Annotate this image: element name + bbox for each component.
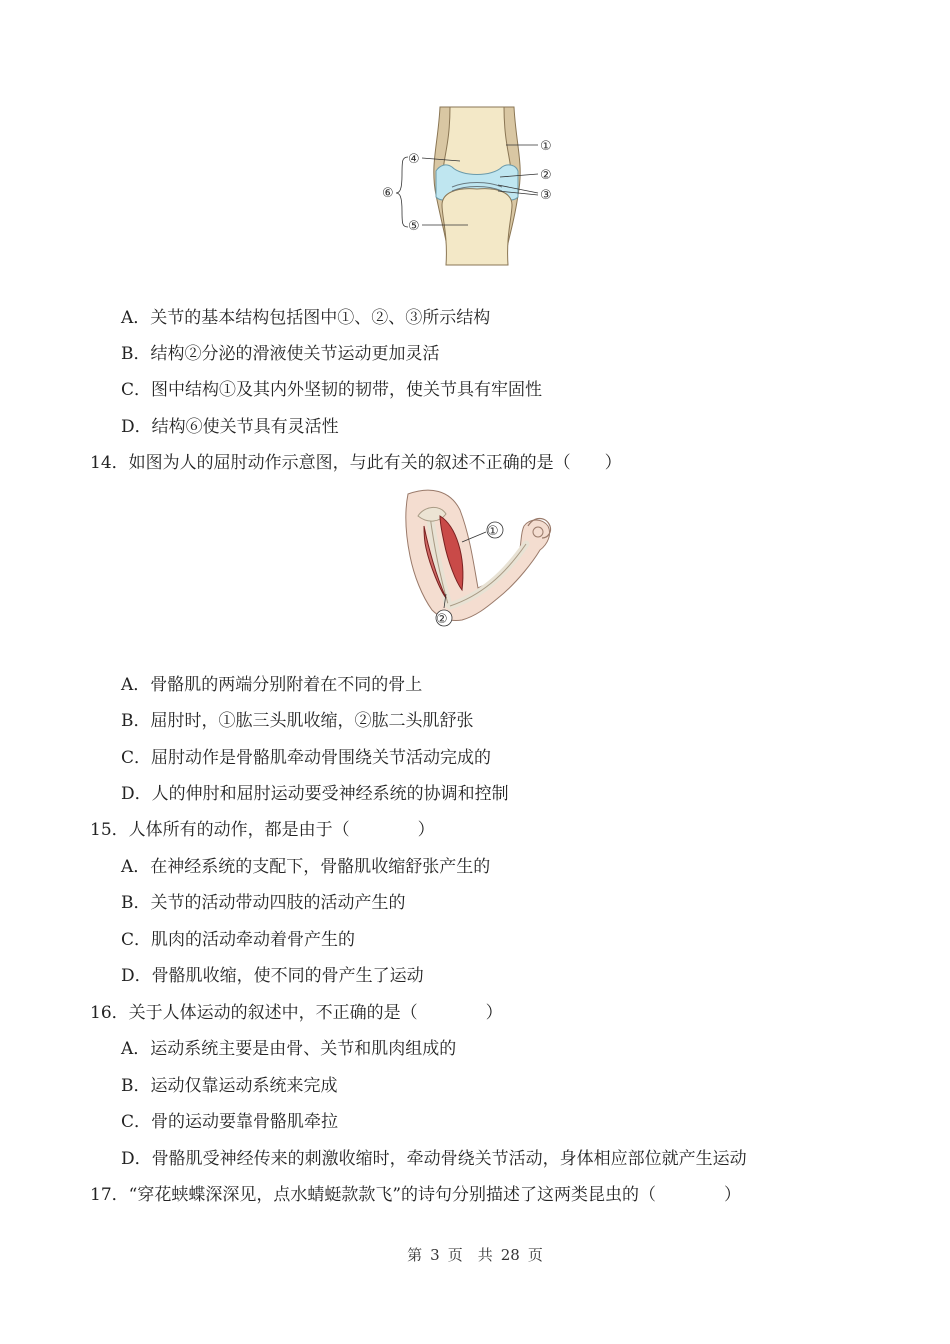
q14-option-d: D．人的伸肘和屈肘运动要受神经系统的协调和控制 bbox=[121, 784, 509, 804]
q15-stem: 15．人体所有的动作，都是由于（ ） bbox=[90, 820, 435, 840]
footer-total-pages: 28 bbox=[500, 1246, 520, 1264]
q15-option-c: C．肌肉的活动牵动着骨产生的 bbox=[121, 930, 356, 950]
lower-bone-shape bbox=[442, 189, 512, 265]
label-1: ① bbox=[540, 139, 552, 154]
footer-suffix: 页 bbox=[527, 1246, 543, 1264]
page-footer bbox=[0, 1244, 950, 1265]
label-3: ③ bbox=[540, 188, 552, 203]
label-6: ⑥ bbox=[382, 186, 394, 201]
joint-diagram bbox=[380, 105, 580, 267]
q15-option-b: B．关节的活动带动四肢的活动产生的 bbox=[121, 893, 406, 913]
q14-option-a: A．骨骼肌的两端分别附着在不同的骨上 bbox=[121, 675, 423, 695]
label-muscle-2: ② bbox=[436, 612, 448, 627]
label-5: ⑤ bbox=[408, 219, 420, 234]
q16-option-d: D．骨骼肌受神经传来的刺激收缩时，牵动骨绕关节活动，身体相应部位就产生运动 bbox=[121, 1149, 747, 1169]
q13-option-b: B．结构②分泌的滑液使关节运动更加灵活 bbox=[121, 344, 440, 364]
footer-mid: 页 共 bbox=[447, 1246, 493, 1264]
footer-page-number: 3 bbox=[430, 1246, 440, 1264]
q13-option-c: C．图中结构①及其内外坚韧的韧带，使关节具有牢固性 bbox=[121, 380, 543, 400]
q16-option-a: A．运动系统主要是由骨、关节和肌肉组成的 bbox=[121, 1039, 457, 1059]
q14-stem: 14．如图为人的屈肘动作示意图，与此有关的叙述不正确的是（ ） bbox=[90, 453, 622, 473]
elbow-flexion-diagram bbox=[400, 486, 560, 631]
q16-option-b: B．运动仅靠运动系统来完成 bbox=[121, 1076, 338, 1096]
footer-prefix: 第 bbox=[407, 1246, 423, 1264]
q16-option-c: C．骨的运动要靠骨骼肌牵拉 bbox=[121, 1112, 339, 1132]
q16-stem: 16．关于人体运动的叙述中，不正确的是（ ） bbox=[90, 1003, 503, 1023]
q14-option-c: C．屈肘动作是骨骼肌牵动骨围绕关节活动完成的 bbox=[121, 748, 492, 768]
q13-option-d: D．结构⑥使关节具有灵活性 bbox=[121, 417, 339, 437]
q15-option-a: A．在神经系统的支配下，骨骼肌收缩舒张产生的 bbox=[121, 857, 491, 877]
q17-stem: 17．“穿花蛱蝶深深见，点水蜻蜓款款飞”的诗句分别描述了这两类昆虫的（ ） bbox=[90, 1185, 742, 1205]
q14-option-b: B．屈肘时，①肱三头肌收缩，②肱二头肌舒张 bbox=[121, 711, 474, 731]
label-muscle-1: ① bbox=[487, 524, 499, 539]
label-4: ④ bbox=[408, 152, 420, 167]
q13-option-a: A．关节的基本结构包括图中①、②、③所示结构 bbox=[121, 308, 491, 328]
q15-option-d: D．骨骼肌收缩，使不同的骨产生了运动 bbox=[121, 966, 424, 986]
label-2: ② bbox=[540, 168, 552, 183]
